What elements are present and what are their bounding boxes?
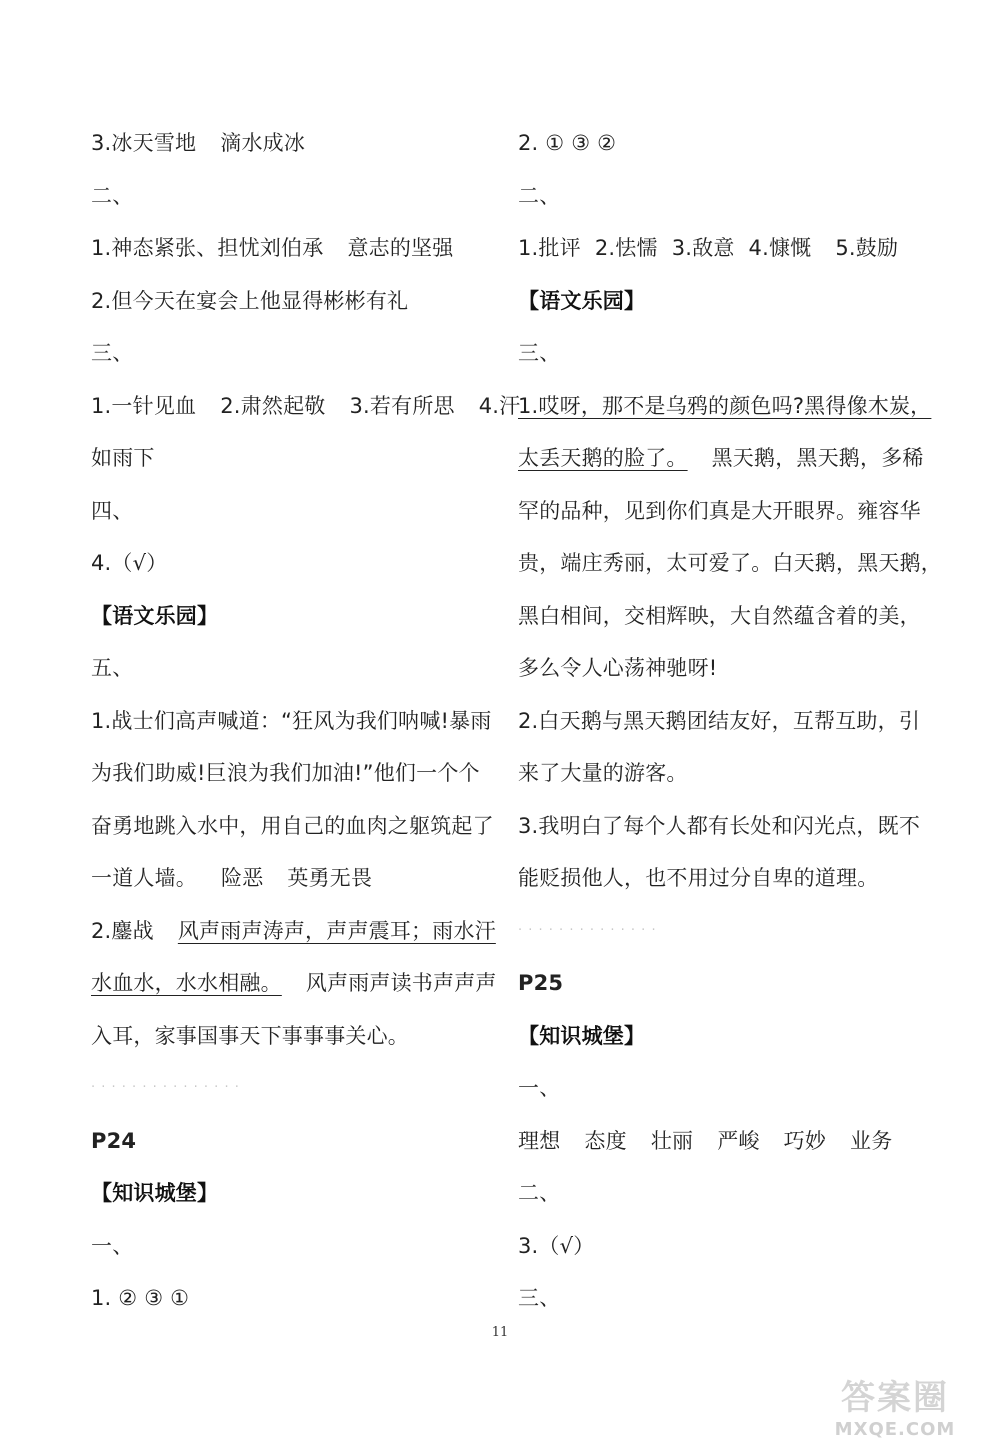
answer-text: 黑天鹅，黑天鹅，多稀 — [711, 446, 924, 470]
answer-line: 贵，端庄秀丽，太可爱了。白天鹅，黑天鹅， — [518, 551, 942, 575]
section-heading: 五、 — [91, 656, 134, 680]
right-column — [518, 117, 942, 1325]
answer-line: 3.我明白了每个人都有长处和闪光点，既不 — [518, 813, 921, 838]
answer-text: 英勇无畏 — [287, 866, 373, 890]
answer-text: 一道人墙。 — [91, 866, 197, 890]
answer-line: 黑白相间，交相辉映，大自然蕴含着的美， — [518, 603, 921, 628]
answer-line: 3.（√） — [518, 1233, 595, 1258]
answer-text: 理想 — [518, 1128, 561, 1153]
section-heading: 三、 — [518, 1286, 561, 1310]
answer-line: 能贬损他人，也不用过分自卑的道理。 — [518, 866, 879, 890]
answer-text: 业务 — [850, 1128, 893, 1153]
underlined-answer: 太丢天鹅的脸了。 — [518, 446, 688, 470]
answer-text: 2.肃然起敬 — [220, 393, 326, 418]
answer-text: 5.鼓励 — [835, 236, 899, 260]
answer-line — [91, 852, 491, 905]
answer-line: 为我们助威!巨浪为我们加油!”他们一个个 — [91, 761, 480, 785]
answer-line: 来了大量的游客。 — [518, 761, 688, 785]
answer-line — [91, 905, 496, 958]
section-heading: 三、 — [518, 341, 561, 365]
answer-text: 2.鏖战 — [91, 918, 154, 943]
answer-line: 2.但今天在宴会上他显得彬彬有礼 — [91, 288, 409, 313]
section-title: 【知识城堡】 — [518, 1023, 646, 1048]
answer-line — [91, 957, 497, 1010]
answer-line — [91, 380, 521, 433]
answer-text: 1.神态紧张、担忧刘伯承 — [91, 236, 324, 260]
answer-line — [518, 380, 932, 433]
page-label: P24 — [91, 1128, 137, 1153]
answer-text: 滴水成冰 — [220, 131, 306, 155]
answer-line: 4.（√） — [91, 551, 168, 575]
answer-text: 1.一针见血 — [91, 393, 197, 418]
underlined-answer: 水血水，水水相融。 — [91, 971, 282, 995]
section-heading: 二、 — [91, 183, 134, 208]
faint-scan-text: · · · · · · · · · · · · · · — [518, 922, 657, 938]
answer-text: 3.若有所思 — [349, 393, 455, 418]
answer-text: 险恶 — [221, 866, 264, 890]
left-column — [91, 117, 521, 1325]
section-heading: 四、 — [91, 498, 134, 523]
section-heading: 二、 — [518, 1181, 561, 1205]
answer-line — [91, 222, 491, 275]
underlined-answer: 风声雨声涛声，声声震耳；雨水汗 — [177, 918, 496, 943]
section-heading: 一、 — [518, 1076, 561, 1100]
section-title: 【语文乐园】 — [91, 603, 219, 628]
answer-line: 2.白天鹅与黑天鹅团结友好，互帮互助，引 — [518, 708, 921, 733]
section-heading: 一、 — [91, 1233, 134, 1258]
answer-text: 严峻 — [717, 1128, 760, 1153]
answer-text: 壮丽 — [650, 1128, 694, 1153]
page-number: 11 — [491, 1325, 509, 1340]
answer-text: 4.汗 — [478, 393, 521, 418]
answer-text: 巧妙 — [783, 1128, 827, 1153]
answer-line: 如雨下 — [91, 446, 155, 470]
section-title: 【语文乐园】 — [518, 288, 646, 313]
answer-line: 1. ② ③ ① — [91, 1286, 190, 1310]
answer-line — [518, 432, 924, 485]
answer-text: 风声雨声读书声声声 — [305, 971, 497, 995]
answer-line: 多么令人心荡神驰呀! — [518, 656, 718, 680]
section-heading: 三、 — [91, 341, 134, 365]
answer-line: 奋勇地跳入水中，用自己的血肉之躯筑起了 — [91, 813, 494, 838]
underlined-answer: 1.哎呀，那不是乌鸦的颜色吗?黑得像木炭， — [518, 393, 932, 418]
answer-text: 3.敌意 — [671, 236, 735, 260]
section-title: 【知识城堡】 — [91, 1181, 219, 1205]
watermark-logo — [800, 1378, 990, 1448]
answer-line: 罕的品种，见到你们真是大开眼界。雍容华 — [518, 498, 921, 523]
page-label: P25 — [518, 971, 564, 995]
section-heading: 二、 — [518, 183, 561, 208]
answer-text: 1.批评 — [518, 236, 581, 260]
answer-line — [518, 222, 918, 275]
answer-text: 4.慷慨 — [748, 236, 812, 260]
watermark-text: 答案圈 — [841, 1378, 949, 1418]
answer-line — [91, 117, 491, 170]
answer-line — [518, 1115, 918, 1168]
answer-line: 入耳，家事国事天下事事事关心。 — [91, 1023, 409, 1048]
watermark-url: MXQE.COM — [834, 1419, 956, 1440]
answer-line: 2. ① ③ ② — [518, 131, 617, 155]
answer-text: 2.怯懦 — [594, 236, 658, 260]
answer-text: 态度 — [584, 1128, 627, 1153]
answer-text: 3.冰天雪地 — [91, 131, 197, 155]
faint-scan-text: · · · · · · · · · · · · · · · — [91, 1080, 240, 1095]
answer-text: 意志的坚强 — [347, 236, 454, 260]
answer-line: 1.战士们高声喊道：“狂风为我们呐喊!暴雨 — [91, 708, 492, 733]
